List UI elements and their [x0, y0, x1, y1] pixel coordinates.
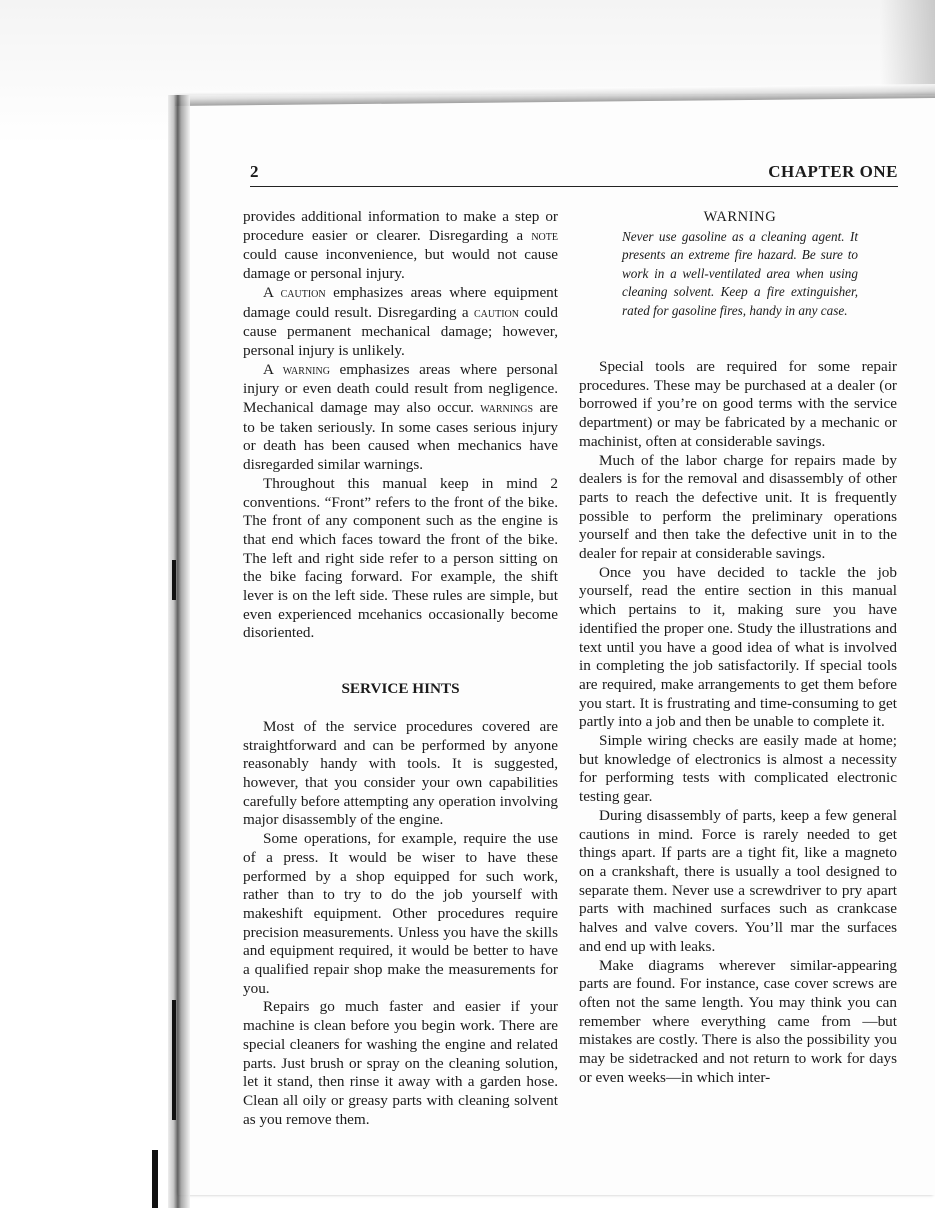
binding-mark — [172, 560, 176, 600]
paragraph-make-diagrams: Make diagrams wherever similar-appearing parts are found. For instance, case cover screws are often not the same length. You may think you can remember where everything came from —but mistakes are costly. There is also the possibility you may be sidetracked and not return to work for days or even weeks—in which inter- — [579, 956, 897, 1086]
warning-title: WARNING — [703, 209, 777, 225]
paragraph-note-definition — [243, 208, 558, 284]
paragraph-tackle-job: Once you have decided to tackle the job yourself, read the entire section in this manual which pertains to it, making sure you have identified the proper one. Study the illustrations and text until you have a good idea of what is involved in completing the job satisfactorily. If special tools are required, make arrangements to get them before you start. It is frustrating and time-consuming to get partly into a job and then be unable to complete it. — [579, 563, 897, 731]
text-run: A — [263, 360, 283, 378]
paragraph-press-operations: Some operations, for example, require the use of a press. It would be wiser to have these performed by a shop equipped for such work, rather than to try to do the job yourself with makeshift equipment. Other procedures require precision measurements. Unless you have the skills and equipment required, it would be better to have a qualified repair shop make the measurements for you. — [243, 830, 558, 997]
small-caps-term: warning — [282, 362, 330, 378]
paragraph-caution-definition — [243, 284, 558, 361]
text-run: could cause permanent mechanical damage; however, personal injury is unlikely. — [243, 303, 558, 359]
running-head — [250, 160, 898, 187]
paragraph-labor-charge: Much of the labor charge for repairs made by dealers is for the removal and disassembly of other parts to reach the defective unit. It is frequently possible to perform the preliminary operations yourself and then take the defective unit in to the dealer for repair at considerable savings. — [579, 451, 897, 563]
paragraph-service-procedures: Most of the service procedures covered are straightforward and can be performed by anyone reasonably handy with tools. It is suggested, however, that you consider your own capabilities carefully before attempting any operation involving major disassembly of the engine. — [243, 717, 558, 829]
right-column — [579, 358, 897, 1087]
paragraph-wiring-checks: Simple wiring checks are easily made at home; but knowledge of electronics is almost a necessity for performing tests with complicated electronic testing gear. — [579, 732, 897, 806]
warning-text: Never use gasoline as a cleaning agent. It presents an extreme fire hazard. Be sure to work in a well-ventilated area when using cleaning solvent. Keep a fire extinguisher, rated for gasoline fires, handy in any case. — [622, 228, 858, 318]
binding-mark — [152, 1150, 158, 1208]
paragraph-disassembly-cautions: During disassembly of parts, keep a few general cautions in mind. Force is rarely needed to get things apart. If parts are a tight fit, like a magneto on a crankshaft, there is usually a tool designed to separate them. Never use a screwdriver to pry apart parts with machined surfaces such as crankcase halves and valve covers. You’ll mar the surfaces and end up with leaks. — [579, 806, 897, 955]
paragraph-warning-definition — [243, 361, 558, 475]
paragraph-special-tools: Special tools are required for some repair procedures. These may be purchased at a dealer (or borrowed if you’re on good terms with the service department) or may be fabricated by a mechanic or machinist, often at considerable savings. — [579, 358, 897, 450]
binding-mark — [172, 1000, 176, 1120]
small-caps-term: warnings — [480, 401, 534, 417]
small-caps-term: note — [531, 228, 558, 244]
paragraph-cleaning: Repairs go much faster and easier if your machine is clean before you begin work. There are special cleaners for washing the engine and related parts. Just brush or spray on the cleaning solution, let it stand, then rinse it away with a garden hose. Clean all oily or greasy parts with cleaning solvent as you remove them. — [243, 998, 558, 1128]
small-caps-term: caution — [280, 285, 326, 301]
chapter-title: CHAPTER ONE — [768, 162, 898, 181]
text-run: A — [263, 283, 281, 301]
section-heading-service-hints: SERVICE HINTS — [341, 680, 460, 698]
text-run: emphasizes areas where equipment damage could result. Disregarding a — [243, 283, 558, 321]
page-number: 2 — [250, 162, 259, 181]
left-column — [243, 208, 558, 1129]
text-run: emphasizes areas where personal injury or even death could result from negligence. Mechanical damage may also occur. — [243, 360, 558, 417]
warning-box — [622, 208, 858, 321]
small-caps-term: caution — [473, 305, 519, 321]
text-run: provides additional information to make a step or procedure easier or clearer. Disregarding a — [243, 208, 558, 244]
paragraph-conventions: Throughout this manual keep in mind 2 conventions. “Front” refers to the front of the bike. The front of any component such as the engine is that end which faces toward the front of the bike. The left and right side refer to a person sitting on the bike facing forward. For example, the shift lever is on the left side. These rules are simple, but even experienced mcehanics occasionally become disoriented. — [243, 474, 558, 642]
text-run: are to be taken seriously. In some cases serious injury or death has been caused when mechanics have disregarded similar warnings. — [243, 399, 559, 474]
text-run: could cause inconvenience, but would not cause damage or personal injury. — [243, 246, 558, 283]
